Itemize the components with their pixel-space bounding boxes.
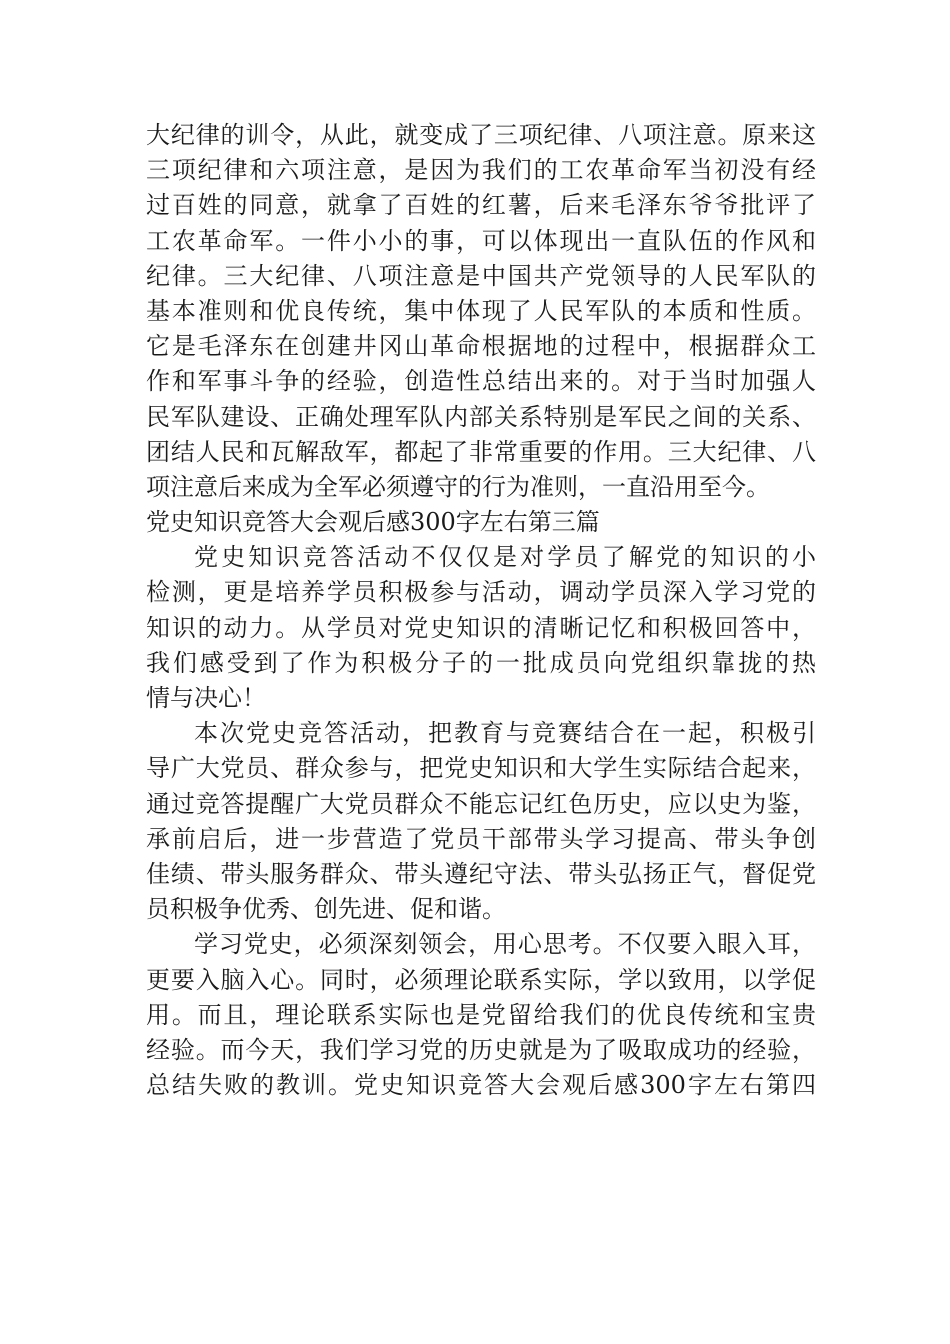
- text-line: 学习党史，必须深刻领会，用心思考。不仅要入眼入耳，: [194, 930, 816, 959]
- text-line: 纪律。三大纪律、八项注意是中国共产党领导的人民军队的: [146, 261, 816, 290]
- text-line: 基本准则和优良传统，集中体现了人民军队的本质和性质。: [146, 296, 816, 325]
- text-line: 党史知识竞答活动不仅仅是对学员了解党的知识的小: [194, 543, 816, 572]
- text-line: 导广大党员、群众参与，把党史知识和大学生实际结合起来，: [146, 754, 816, 783]
- text-line: 员积极争优秀、创先进、促和谐。: [146, 895, 506, 924]
- text-line: 知识的动力。从学员对党史知识的清晰记忆和积极回答中，: [146, 613, 816, 642]
- text-line: 工农革命军。一件小小的事，可以体现出一直队伍的作风和: [146, 226, 816, 255]
- text-line: 本次党史竞答活动，把教育与竞赛结合在一起，积极引: [194, 719, 816, 748]
- text-line: 项注意后来成为全军必须遵守的行为准则，一直沿用至今。: [146, 472, 770, 501]
- text-line: 它是毛泽东在创建井冈山革命根据地的过程中，根据群众工: [146, 332, 816, 361]
- text-line: 用。而且，理论联系实际也是党留给我们的优良传统和宝贵: [146, 1000, 816, 1029]
- text-line: 佳绩、带头服务群众、带头遵纪守法、带头弘扬正气，督促党: [146, 859, 816, 888]
- text-line: 更要入脑入心。同时，必须理论联系实际，学以致用，以学促: [146, 965, 816, 994]
- text-line: 过百姓的同意，就拿了百姓的红薯，后来毛泽东爷爷批评了: [146, 191, 816, 220]
- text-line: 经验。而今天，我们学习党的历史就是为了吸取成功的经验，: [146, 1035, 816, 1064]
- text-line: 我们感受到了作为积极分子的一批成员向党组织靠拢的热: [146, 648, 816, 677]
- text-line: 通过竞答提醒广大党员群众不能忘记红色历史，应以史为鉴，: [146, 789, 816, 818]
- text-line: 承前启后，进一步营造了党员干部带头学习提高、带头争创: [146, 824, 816, 853]
- text-line: 大纪律的训令，从此，就变成了三项纪律、八项注意。原来这: [146, 121, 816, 149]
- text-line: 三项纪律和六项注意，是因为我们的工农革命军当初没有经: [146, 156, 816, 185]
- text-line: 检测，更是培养学员积极参与活动，调动学员深入学习党的: [146, 578, 816, 607]
- document-body: [146, 118, 816, 1103]
- text-line: 民军队建设、正确处理军队内部关系特别是军民之间的关系、: [146, 402, 816, 431]
- text-line: 总结失败的教训。党史知识竞答大会观后感300字左右第四: [146, 1071, 816, 1100]
- text-line: 党史知识竞答大会观后感300字左右第三篇: [146, 508, 600, 537]
- text-line: 作和军事斗争的经验，创造性总结出来的。对于当时加强人: [146, 367, 816, 396]
- text-line: 情与决心！: [146, 684, 266, 712]
- text-line: 团结人民和瓦解敌军，都起了非常重要的作用。三大纪律、八: [146, 437, 816, 466]
